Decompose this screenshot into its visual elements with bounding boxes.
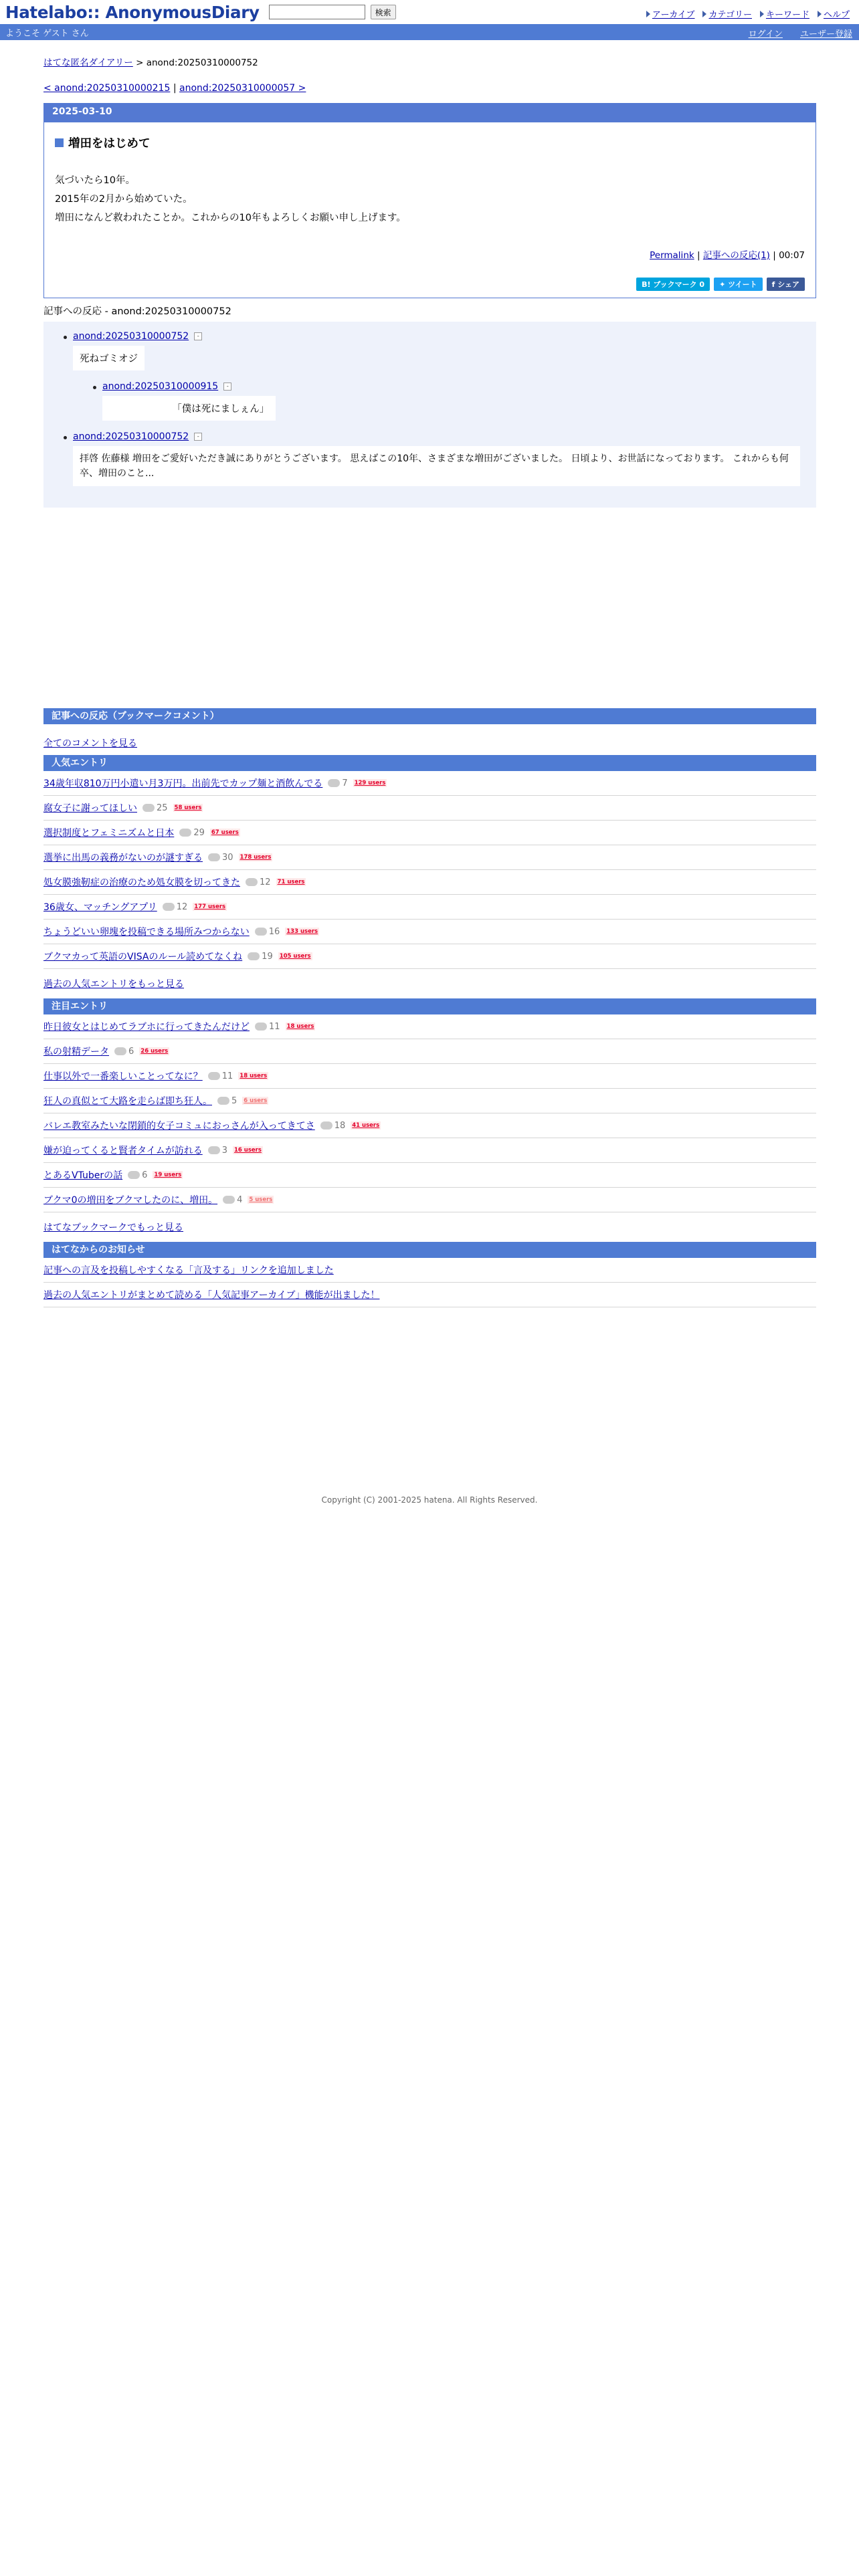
breadcrumb-current: anond:20250310000752: [146, 58, 258, 68]
tweet-button[interactable]: [714, 278, 763, 291]
user-links: [749, 27, 852, 39]
bookmark-comments-head: 記事への反応（ブックマークコメント）: [43, 708, 816, 724]
square-icon: [55, 138, 64, 147]
bookmark-users-badge[interactable]: 105 users: [279, 953, 311, 960]
comment-bubble-icon: [217, 1097, 229, 1105]
bookmark-users-badge[interactable]: 67 users: [211, 829, 239, 836]
notice-link[interactable]: 記事への言及を投稿しやすくなる「言及する」リンクを追加しました: [43, 1265, 334, 1276]
twitter-icon: ✦: [719, 280, 729, 289]
nav-archive[interactable]: [646, 7, 695, 20]
entry-link[interactable]: ブクマカって英語のVISAのルール読めてなくね: [43, 952, 243, 962]
entry-row: [43, 771, 816, 796]
notice-head: はてなからのお知らせ: [43, 1242, 816, 1258]
entry-row: [43, 1064, 816, 1089]
entry-row: [43, 944, 816, 969]
ad-space: [43, 508, 816, 708]
arrow-icon: [702, 11, 706, 17]
entry-link[interactable]: 腐女子に謝ってほしい: [43, 803, 137, 814]
login-link[interactable]: ログイン: [748, 29, 783, 39]
bookmark-users-badge[interactable]: 19 users: [154, 1172, 182, 1178]
entry-row: [43, 870, 816, 895]
comment-bubble-icon: [163, 903, 175, 911]
reaction-item: [73, 431, 816, 486]
collapse-toggle[interactable]: -: [223, 383, 231, 391]
attention-head: 注目エントリ: [43, 998, 816, 1014]
share-label: シェア: [777, 280, 799, 289]
comment-count: 16: [268, 926, 280, 937]
comment-bubble-icon: [208, 1146, 220, 1154]
reaction-excerpt: 拝啓 佐藤様 増田をご愛好いただき誠にありがとうございます。 思えばこの10年、さまざまな増田がございました。 日頃より、お世話になっております。 これからも何卒、増田のこと...: [73, 446, 800, 486]
comment-bubble-icon: [208, 1072, 220, 1080]
bookmark-users-badge[interactable]: 41 users: [352, 1122, 380, 1129]
search-button[interactable]: 検索: [371, 5, 396, 19]
nav-help[interactable]: [818, 7, 850, 20]
breadcrumb: [43, 55, 816, 68]
entry-link[interactable]: ブクマ0の増田をブクマしたのに、増田。: [43, 1195, 218, 1206]
welcome-text: ようこそ ゲスト さん: [5, 28, 89, 39]
nav-help-link[interactable]: ヘルプ: [823, 10, 850, 20]
collapse-toggle[interactable]: -: [194, 433, 202, 441]
share-row: [55, 278, 805, 291]
site-logo[interactable]: Hatelabo:: AnonymousDiary: [5, 2, 260, 22]
entry-link[interactable]: 私の射精データ: [43, 1047, 109, 1057]
bookmark-users-badge[interactable]: 26 users: [140, 1048, 169, 1055]
popular-list: [43, 771, 816, 969]
day-body: [44, 122, 816, 298]
entry-link[interactable]: 嫌が迫ってくると賢者タイムが訪れる: [43, 1146, 203, 1156]
bookmark-users-badge[interactable]: 16 users: [234, 1147, 262, 1154]
notice-row: [43, 1258, 816, 1283]
comment-count: 3: [221, 1145, 228, 1156]
breadcrumb-separator: >: [136, 58, 144, 68]
bookmark-icon: B!: [642, 280, 654, 289]
comment-count: 11: [269, 1021, 280, 1032]
entry-link[interactable]: 選択制度とフェミニズムと日本: [43, 828, 175, 839]
footer-sep: |: [773, 250, 779, 261]
reactions-tree: [43, 322, 816, 508]
facebook-share-button[interactable]: [767, 278, 805, 291]
entry-link[interactable]: 選挙に出馬の義務がないのが謎すぎる: [43, 853, 203, 863]
entry-row: [43, 895, 816, 920]
copyright: Copyright (C) 2001-2025 hatena. All Rights Reserved.: [321, 1495, 538, 1505]
reaction-item: [73, 331, 816, 421]
bookmark-users-badge[interactable]: 18 users: [286, 1023, 314, 1030]
nav-keyword[interactable]: [760, 7, 809, 20]
entry-link[interactable]: バレエ教室みたいな閉鎖的女子コミュにおっさんが入ってきてさ: [43, 1121, 315, 1132]
main-content: [43, 40, 816, 1307]
entry-link[interactable]: 処女膜強靭症の治療のため処女膜を切ってきた: [43, 877, 240, 888]
entry-link[interactable]: ちょうどいい卵塊を投稿できる場所みつからない: [43, 927, 250, 938]
facebook-icon: f: [771, 280, 778, 289]
comment-count: 11: [221, 1071, 233, 1081]
comment-count: 4: [237, 1194, 243, 1205]
arrow-icon: [760, 11, 764, 17]
nav-category[interactable]: [702, 7, 751, 20]
entry-footer: [55, 247, 805, 261]
comment-count: 29: [193, 827, 205, 838]
comment-bubble-icon: [248, 952, 260, 960]
comment-bubble-icon: [142, 804, 155, 812]
comment-bubble-icon: [114, 1047, 126, 1055]
comment-bubble-icon: [208, 853, 220, 861]
bookmark-users-badge[interactable]: 129 users: [354, 780, 386, 786]
entry-row: [43, 1138, 816, 1163]
entry-row: [43, 1039, 816, 1064]
attention-list: [43, 1014, 816, 1212]
top-nav: [646, 7, 850, 20]
attention-more-link[interactable]: はてなブックマークでもっと見る: [43, 1222, 184, 1233]
entry-row: [43, 920, 816, 944]
comment-count: 7: [342, 778, 348, 788]
entry-row: [43, 845, 816, 870]
comment-bubble-icon: [246, 878, 258, 886]
reaction-excerpt: 「僕は死にましぇん」: [102, 396, 276, 421]
entry-row: [43, 1163, 816, 1188]
entry-time: 00:07: [779, 250, 805, 261]
reaction-excerpt: 死ねゴミオジ: [73, 346, 145, 370]
nav-category-link[interactable]: カテゴリー: [708, 10, 752, 20]
entry-link[interactable]: 36歳女、マッチングアプリ: [43, 902, 157, 913]
nav-archive-link[interactable]: アーカイブ: [652, 10, 695, 20]
reactions-title: 記事への反応 - anond:20250310000752: [43, 306, 231, 317]
user-bar: [0, 24, 859, 40]
entry-link[interactable]: 狂人の真似とて大路を走らば即ち狂人。: [43, 1096, 212, 1107]
bookmark-users-badge[interactable]: 71 users: [277, 879, 305, 885]
next-entry-link[interactable]: anond:20250310000057 >: [179, 83, 306, 94]
comment-bubble-icon: [255, 928, 267, 936]
comment-count: 6: [128, 1046, 134, 1057]
bookmark-label: ブックマーク 0: [653, 280, 705, 289]
comment-count: 18: [334, 1120, 346, 1131]
comment-bubble-icon: [179, 829, 191, 837]
reaction-link[interactable]: anond:20250310000752: [73, 431, 189, 442]
comment-count: 30: [222, 852, 233, 863]
footer-sep: |: [696, 250, 703, 261]
reaction-link[interactable]: anond:20250310000752: [73, 331, 189, 342]
bookmark-users-badge[interactable]: 177 users: [194, 903, 226, 910]
comment-bubble-icon: [255, 1023, 267, 1031]
entry-link[interactable]: 仕事以外で一番楽しいことってなに？: [43, 1071, 203, 1082]
popular-head: 人気エントリ: [43, 755, 816, 771]
pager-separator: |: [173, 83, 177, 94]
breadcrumb-home[interactable]: はてな匿名ダイアリー: [43, 58, 133, 68]
entry-row: [43, 1014, 816, 1039]
bookmark-users-badge[interactable]: 6 users: [244, 1097, 268, 1104]
popular-more-link[interactable]: 過去の人気エントリをもっと見る: [43, 979, 184, 990]
prev-entry-link[interactable]: < anond:20250310000215: [43, 83, 171, 94]
bookmark-users-badge[interactable]: 58 users: [174, 804, 202, 811]
all-comments-link[interactable]: 全てのコメントを見る: [43, 738, 137, 749]
entry-row: [43, 1188, 816, 1212]
collapse-toggle[interactable]: -: [194, 332, 202, 340]
entry-line: 2015年の2月から始めていた。: [55, 194, 193, 205]
entry-text: [55, 171, 805, 227]
entry-title: [55, 134, 805, 151]
entry-line: 気づいたら10年。: [55, 175, 135, 186]
comment-count: 12: [176, 901, 188, 912]
entry-title-text: 増田をはじめて: [68, 137, 151, 150]
comment-bubble-icon: [328, 779, 340, 787]
nav-keyword-link[interactable]: キーワード: [765, 10, 809, 20]
entry-line: 増田になんど救われたことか。これからの10年もよろしくお願い申し上げます。: [55, 213, 406, 223]
reaction-item: [102, 381, 816, 421]
permalink[interactable]: Permalink: [650, 250, 694, 261]
register-link[interactable]: ユーザー登録: [799, 29, 852, 39]
entry-row: [43, 821, 816, 845]
comment-bubble-icon: [223, 1196, 235, 1204]
hatena-bookmark-button[interactable]: [636, 278, 710, 291]
arrow-icon: [818, 11, 822, 17]
notice-row: [43, 1283, 816, 1307]
bookmark-users-badge[interactable]: 18 users: [240, 1073, 268, 1079]
diary-day: [43, 103, 816, 298]
bookmark-users-badge[interactable]: 133 users: [286, 928, 318, 935]
entry-link[interactable]: 34歳年収810万円小遣い月3万円。出前先でカップ麺と酒飲んでる: [43, 778, 323, 789]
bookmark-users-badge[interactable]: 5 users: [249, 1196, 273, 1203]
entry-link[interactable]: とあるVTuberの話: [43, 1170, 123, 1181]
comment-count: 25: [157, 802, 168, 813]
entry-row: [43, 1113, 816, 1138]
comment-bubble-icon: [128, 1171, 140, 1179]
entry-row: [43, 1089, 816, 1113]
comment-count: 5: [231, 1095, 237, 1106]
bookmark-users-badge[interactable]: 178 users: [240, 854, 272, 861]
tweet-label: ツイート: [728, 280, 757, 289]
search-input[interactable]: [269, 5, 365, 19]
comment-count: 19: [262, 951, 273, 962]
entry-pager: [43, 83, 816, 94]
comment-count: 12: [260, 877, 271, 887]
comment-bubble-icon: [320, 1121, 332, 1130]
day-date: 2025-03-10: [44, 104, 816, 122]
reaction-link[interactable]: anond:20250310000915: [102, 381, 219, 392]
notice-link[interactable]: 過去の人気エントリがまとめて読める「人気記事アーカイブ」機能が出ました！: [43, 1290, 380, 1301]
entry-row: [43, 796, 816, 821]
arrow-icon: [646, 11, 650, 17]
comment-count: 6: [142, 1170, 148, 1180]
reactions-link[interactable]: 記事への反応(1): [702, 250, 770, 261]
top-bar: [0, 0, 859, 24]
entry-link[interactable]: 昨日彼女とはじめてラブホに行ってきたんだけど: [43, 1022, 250, 1033]
